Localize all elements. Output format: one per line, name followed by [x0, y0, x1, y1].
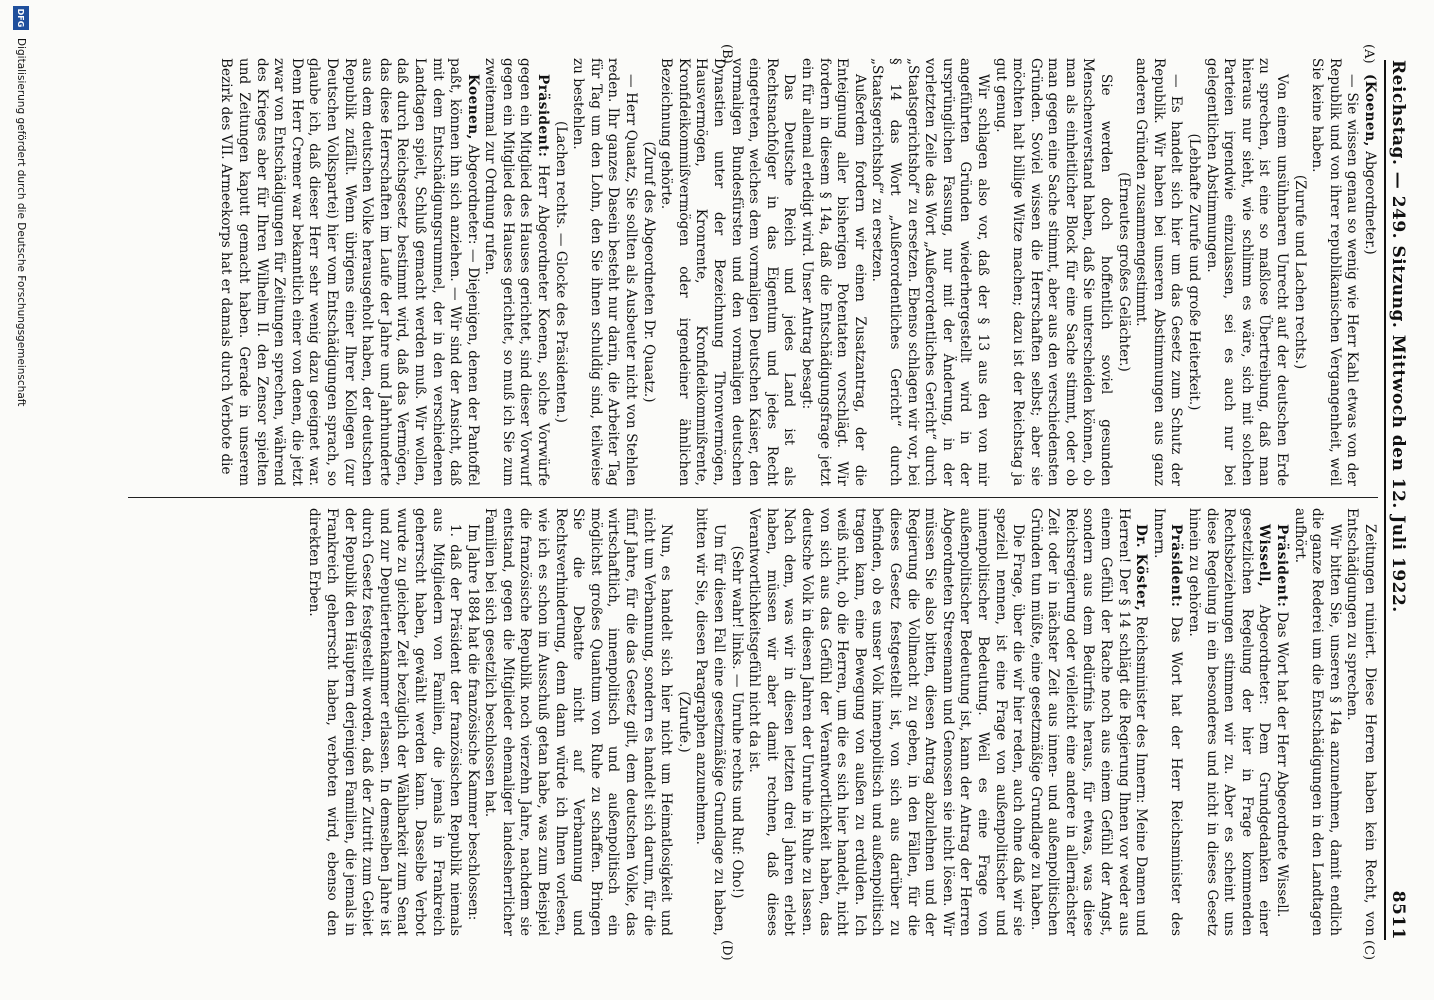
paragraph-text: Abgeordneter: — Diejenigen, denen der Pantoffel paßt, können ihn sich anziehen. — Wir sind der Ansicht, daß mit dem Entschädigungsrummel, der in den verschiedenen Landtagen spielt, Schluß gemacht werden muß. Wir wollen, daß durch Reichsgesetz bestimmt wird, daß das Vermögen, das diese Herrschaften im Laufe der Jahre und Jahrhunderte aus dem deutschen Volke herausgeholt haben, der deutschen Republik zufällt. Wenn übrigens einer Ihrer Kollegen (zur Deutschen Volkspartei) hier vom Entschädigungen sprach, so glaube ich, daß dieser Herr sehr wenig dazu geeignet war. Denn Herr Cremer war bekanntlich einer von denen, die jetzt zwar von Entschädigungen für Zeitungen sprechen, während des Krieges aber für Ihren Wilhelm II. den Zensor spielten und Zeitungen kaputt gemacht haben. Gerade in unserem Bezirk des VII. Armeekorps hat er damals durch Verbote die [218, 58, 481, 486]
paragraph-text: Die Frage, über die wir hier reden, auch ohne daß wir sie speziell nennen, ist eine Frage von außenpolitischer und innenpolitischer Bedeutung. Weil es eine Frage von außenpolitischer Bedeutung ist, kann der Antrag der Herren Abgeordneten Stresemann und Genossen sie nicht lösen. Wir müssen Sie also bitten, diesen Antrag abzulehnen und der Regierung die Vollmacht zu geben, in den Fällen, für die dieses Gesetz festgestellt ist, von sich aus darüber zu befinden, ob es unser Volk innenpolitisch und außenpolitisch tragen kann, eine Bewegung von außen zu erdulden. Ich weiß nicht, ob die Herren, um die es sich hier handelt, nicht von sich aus das Gefühl der Verantwortlichkeit haben, das deutsche Volk in diesen Jahren der Unruhe in Ruhe zu lassen. Nach dem, was wir in diesen letzten drei Jahren erlebt haben, müssen wir aber damit rechnen, daß dieses Verantwortlichkeitsgefühl nicht da ist. [746, 508, 1027, 936]
paragraph-text: Zeitungen ruiniert. Diese Herren haben kein Recht, von Entschädigungen zu sprechen. [1344, 508, 1378, 936]
paragraph-text: Das Deutsche Reich und jedes Land ist als Rechtsnachfolger in das Eigentum und jedes Recht eingetreten, welches dem vormaligen Deutschen Kaiser, den vormaligen Bundesfürsten und den vormaligen deutschen Dynastien unter der Bezeichnung Thronvermögen, Hausvermögen, Kronrente, Kronfideikommißrente, Kronfideikommißvermögen oder irgendeiner ähnlichen Bezeichnung gehörte. [658, 58, 798, 486]
speaker-name: Präsident: [1274, 524, 1291, 608]
interjection [1184, 58, 1202, 486]
interjection [1290, 58, 1308, 486]
paragraph [868, 58, 991, 486]
paragraph-text: (Erneutes großes Gelächter.) [1115, 172, 1132, 372]
paragraph-text: Um für diesen Fall eine gesetzmäßige Grundlage zu haben, bitten wir Sie, diesen Paragraphen anzunehmen. [693, 508, 728, 936]
speaker-name: Präsident: [1168, 524, 1185, 608]
speaker-paragraph [1360, 58, 1378, 486]
paragraph-text: Herr Abgeordneter Koenen, solche Vorwürfe gegen ein Mitglied des Hauses gerichtet, sind dieser Vorwurf gegen ein Mitglied des Hauses gerichtet, so muß ich Sie zum zweitenmal zur Ordnung rufen. [482, 58, 552, 486]
paragraph-text: Wir schlagen also vor, daß der § 13 aus den von mir angeführten Gründen wiederhergestellt wird in der ursprünglichen Fassung, nur mit der Änderung, in der vorletzten Zeile das Wort „Außerordentliches Gericht“ durch „Staatsgerichtshof“ zu ersetzen. Ebenso schlagen wir vor, bei § 14 das Wort „Außerordentliches Gericht“ durch „Staatsgerichtshof“ zu ersetzen. [869, 58, 991, 486]
footer-text: Digitalisierung gefördert durch die Deutsche Forschungsgemeinschaft [15, 38, 27, 407]
dfg-logo: DFG [13, 6, 29, 30]
interjection [639, 58, 657, 486]
paragraph-text: Reichsminister des Innern: Meine Damen und Herren! Der § 14 schlägt die Regierung Ihnen vor weder aus einem Gefühl der Rache noch aus einem Gefühl der Angst, sondern aus dem Bedürfnis heraus, für etwas, was diese Reichsregierung oder vielleicht eine andere in allernächster Zeit oder in nächster Zeit aus innen- und außenpolitischen Gründen tun müßte, eine gesetzmäßige Grundlage zu haben. [1027, 508, 1150, 936]
paragraph [657, 58, 798, 486]
speaker-paragraph [481, 58, 551, 486]
paragraph [1308, 58, 1361, 486]
paragraph-text: (Lebhafte Zurufe und große Heiterkeit.) [1186, 133, 1203, 411]
speaker-paragraph [1026, 508, 1149, 936]
header-title: Reichstag. — 249. Sitzung. Mittwoch den 12. Juli 1922. [1388, 60, 1408, 613]
paragraph [692, 508, 727, 936]
paragraph-text: 1. daß der Präsident der französischen Republik niemals aus Mitgliedern von Familien, die jemals in Frankreich geherrscht haben, gewählt werden kann. Dasselbe Verbot wurde zu gleicher Zeit bezüglich der Wählbarkeit zum Senat und zur Deputiertenkammer erlassen. In demselben Jahre ist durch Gesetz festgestellt worden, daß der Zutritt zum Gebiet der Republik den Häuptern derjenigen Familien, die jemals in Frankreich geherrscht haben, verboten wird, ebenso den direkten Erben. [306, 508, 464, 936]
paragraph [991, 58, 1114, 486]
page-header [1388, 60, 1430, 940]
margin-marker-b: (B) [719, 44, 734, 64]
text-column-left [128, 58, 1378, 486]
interjection [1114, 58, 1132, 486]
interjection [674, 508, 692, 936]
paragraph-text: Abgeordneter: Dem Grundgedanken einer gesetzlichen Regelung der hier in Frage kommenden Rechtsbeziehungen stimmen wir zu. Aber es scheint uns diese Regelung in ein besonderes und nicht in dieses Gesetz hinein zu gehören. [1186, 508, 1273, 936]
paragraph [1290, 508, 1343, 936]
margin-marker-c: (C) [1361, 940, 1376, 961]
paragraph-text: (Lachen rechts. — Glocke des Präsidenten.) [552, 121, 569, 423]
paragraph [1202, 58, 1290, 486]
speaker-paragraph [1149, 508, 1184, 936]
paragraph-text: Das Wort hat der Herr Reichsminister des Innern. [1150, 508, 1185, 936]
paragraph-text: — Sie wissen genau so wenig wie Herr Kahl etwas von der Republik und von ihrer republikanischen Vergangenheit, weil Sie keine haben. [1309, 58, 1361, 486]
margin-marker-d: (D) [719, 940, 734, 961]
speaker-name: Wissell, [1256, 524, 1273, 588]
text-column-right [128, 508, 1378, 936]
paragraph-text: — Herr Quaatz, Sie sollten als Ausbeuter nicht von Stehlen reden. Ihr ganzes Dasein besteht nur darin, die Arbeiter Tag für Tag um den Lohn, den Sie ihnen schuldig sind, teilweise zu bestehlen. [570, 58, 640, 486]
speaker-paragraph [217, 58, 481, 486]
paragraph [463, 508, 481, 936]
paragraph-text: Sie werden doch hoffentlich soviel gesunden Menschenverstand haben, daß Sie unterscheiden können, ob man als einheitlicher Block für eine Sache stimmt, oder ob man gegen eine Sache stimmt, aber aus den verschiedensten Gründen. Soviel wissen die Herrschaften selbst; aber sie möchten halt billige Witze machen; dazu ist der Reichstag ja gut genug. [992, 58, 1115, 486]
interjection [551, 58, 569, 486]
speaker-name: Dr. Köster, [1133, 524, 1150, 612]
paragraph-text: (Zuruf des Abgeordneten Dr. Quaatz.) [640, 141, 657, 403]
speaker-paragraph [1184, 508, 1272, 936]
paragraph-text: — Es handelt sich hier um das Gesetz zum Schutz der Republik. Wir haben bei unseren Abstimmungen aus ganz anderen Gründen zusammengestimmt. [1133, 58, 1185, 486]
paragraph [745, 508, 1027, 936]
paragraph-text: (Sehr wahr! links. — Unruhe rechts und Ruf: Oho!) [728, 545, 745, 899]
margin-marker-a: (A) [1361, 44, 1376, 64]
column-divider [128, 497, 1378, 498]
speaker-name: Präsident: [535, 74, 552, 158]
paragraph [569, 58, 639, 486]
page-number: 8511 [1388, 890, 1408, 940]
paragraph-text: Im Jahre 1884 hat die französische Kammer beschlossen: [464, 524, 481, 921]
paragraph-text: Wir bitten Sie, unseren § 14a anzunehmen, damit endlich die ganze Rederei um die Entschädigungen in den Landtagen aufhört. [1291, 508, 1343, 936]
paragraph-text: Von einem unsühnbaren Unrecht auf der deutschen Erde zu sprechen, ist eine so maßlose Übertreibung, daß man hieraus nur sieht, wie schlimm es wäre, sich mit solchen Parteien irgendwie einzulassen, sei es auch nur bei gelegentlichen Abstimmungen. [1203, 58, 1291, 486]
paragraph [481, 508, 675, 936]
paragraph-text: Abgeordneter.) [1362, 151, 1378, 255]
page-footer [6, 0, 36, 1000]
paragraph-text: (Zurufe.) [675, 691, 692, 753]
paragraph-text: (Zurufe und Lachen rechts.) [1291, 174, 1308, 370]
paragraph-text: Nun, es handelt sich hier nicht um Heimatlosigkeit und nicht um Verbannung, sondern es handelt sich darum, für die fünf Jahre, für die das Gesetz gilt, dem deutschen Volke, das wirtschaftlich, innenpolitisch und außenpolitisch ein möglichst großes Quantum von Ruhe zu schaffen. Bringen Sie die Debatte nicht auf Verbannung und Rechtsverhinderung, denn dann würde ich Ihnen vorlesen, wie ich es schon im Ausschuß getan habe, was zum Beispiel die französische Republik noch vierzehn Jahre, nachdem sie entstand, gegen die Mitglieder ehemaliger landesherrlicher Familien bei sich gesetzlich beschlossen hat. [482, 508, 675, 936]
paragraph [797, 58, 867, 486]
paragraph-text: Außerdem fordern wir einen Zusatzantrag, der die Enteignung aller bisherigen Potentaten vorschlägt. Wir fordern in diesem § 14a, daß die Entschädigungsfrage jetzt ein für allemal erledigt wird. Unser Antrag besagt: [799, 58, 868, 486]
paragraph-text: Das Wort hat der Herr Abgeordnete Wissell. [1274, 611, 1291, 918]
header-rule [1384, 60, 1386, 940]
interjection [727, 508, 745, 936]
paragraph [1343, 508, 1378, 936]
speaker-name: Koenen, [464, 74, 481, 140]
speaker-name: (Koenen, [1362, 74, 1378, 147]
paragraph [305, 508, 463, 936]
speaker-paragraph [1272, 508, 1290, 936]
paragraph [1132, 58, 1185, 486]
